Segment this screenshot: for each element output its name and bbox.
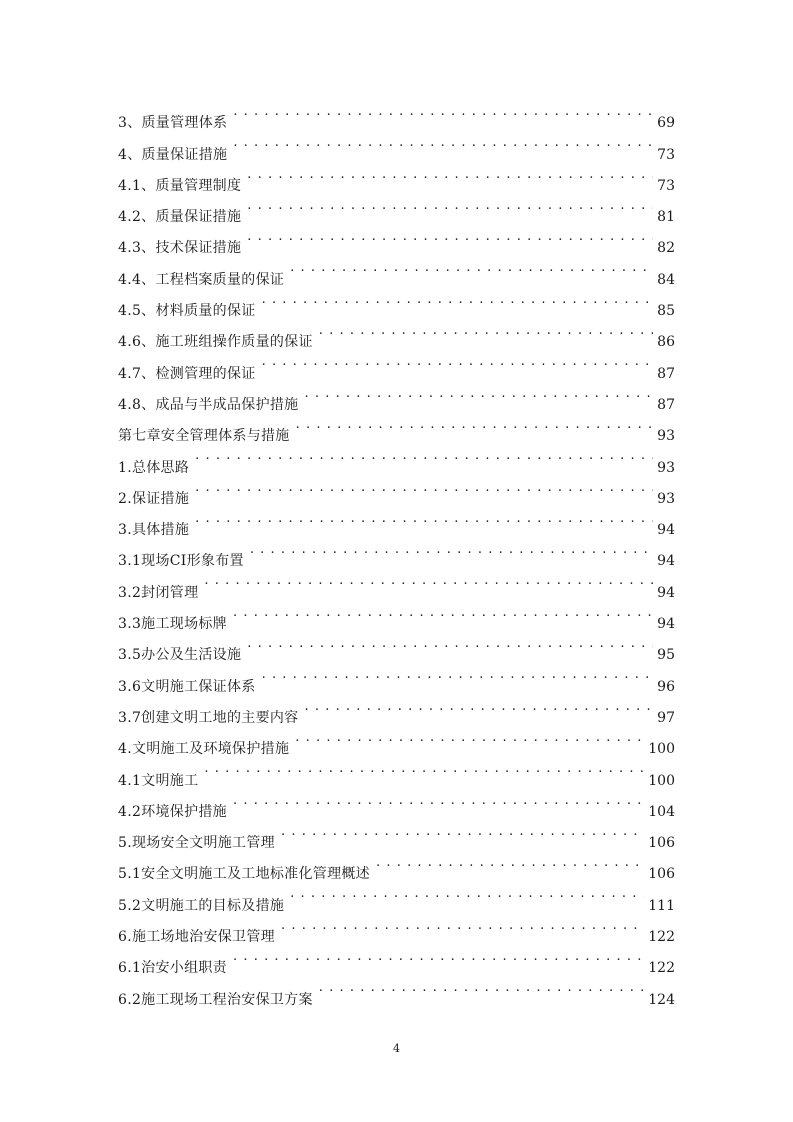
- toc-entry-title: 3.6文明施工保证体系: [118, 678, 256, 695]
- toc-entry-page-number: 87: [657, 396, 675, 413]
- toc-entry-page-number: 106: [648, 866, 675, 883]
- page-number: 4: [393, 1042, 400, 1055]
- toc-entry-title: 6.1治安小组职责: [118, 960, 227, 977]
- dot-leader: [204, 753, 644, 784]
- toc-entry-title: 4.6、施工班组操作质量的保证: [118, 334, 313, 351]
- dot-leader: [290, 878, 644, 909]
- dot-leader: [304, 691, 653, 722]
- toc-entry-page-number: 81: [657, 209, 675, 226]
- toc-entry-page-number: 104: [648, 803, 675, 820]
- dot-leader: [233, 941, 644, 972]
- dot-leader: [319, 315, 653, 346]
- toc-entry[interactable]: [118, 597, 675, 633]
- toc-entry-title: 3.1现场CI形象布置: [118, 553, 244, 570]
- dot-leader: [247, 628, 653, 659]
- dot-leader: [304, 378, 653, 409]
- toc-entry-title: 5.现场安全文明施工管理: [118, 835, 275, 852]
- toc-entry[interactable]: [118, 785, 675, 820]
- toc-entry-title: 4.文明施工及环境保护措施: [118, 741, 290, 758]
- toc-entry-title: 4.8、成品与半成品保护措施: [118, 396, 299, 413]
- toc-entry-title: 1.总体思路: [118, 459, 190, 476]
- dot-leader: [281, 910, 644, 941]
- toc-entry-title: 3、质量管理体系: [118, 115, 228, 132]
- toc-entry-title: 4.3、技术保证措施: [118, 240, 242, 257]
- dot-leader: [195, 472, 653, 503]
- toc-entry-title: 4.5、材料质量的保证: [118, 303, 256, 320]
- toc-entry-title: 3.具体措施: [118, 522, 190, 539]
- toc-entry-page-number: 94: [657, 584, 675, 601]
- dot-leader: [262, 284, 653, 315]
- toc-entry-page-number: 94: [657, 553, 675, 570]
- toc-entry-page-number: 124: [648, 991, 675, 1008]
- dot-leader: [233, 785, 644, 816]
- toc-entry-title: 2.保证措施: [118, 490, 190, 507]
- dot-leader: [296, 409, 653, 440]
- toc-entry-title: 4.2、质量保证措施: [118, 209, 242, 226]
- toc-entry-page-number: 94: [657, 616, 675, 633]
- toc-entry-page-number: 111: [648, 897, 675, 914]
- toc-entry-title: 4.1文明施工: [118, 772, 199, 789]
- toc-entry-title: 3.7创建文明工地的主要内容: [118, 709, 299, 726]
- dot-leader: [295, 722, 644, 753]
- dot-leader: [250, 534, 653, 565]
- toc-entry-page-number: 73: [657, 146, 675, 163]
- dot-leader: [233, 96, 653, 127]
- toc-entry-page-number: 82: [657, 240, 675, 257]
- toc-entry-page-number: 96: [657, 678, 675, 695]
- toc-entry-title: 6.2施工现场工程治安保卫方案: [118, 991, 313, 1008]
- toc-entry-title: 4.7、检测管理的保证: [118, 365, 256, 382]
- toc-entry-page-number: 106: [648, 835, 675, 852]
- toc-entry-page-number: 100: [648, 772, 675, 789]
- table-of-contents: [118, 96, 675, 1008]
- dot-leader: [262, 346, 653, 377]
- dot-leader: [319, 972, 645, 1003]
- toc-entry-page-number: 86: [657, 334, 675, 351]
- toc-entry-page-number: 87: [657, 365, 675, 382]
- toc-entry-title: 4.4、工程档案质量的保证: [118, 271, 285, 288]
- toc-entry-title: 第七章安全管理体系与措施: [118, 428, 290, 445]
- dot-leader: [290, 252, 653, 283]
- toc-entry-page-number: 95: [657, 647, 675, 664]
- dot-leader: [195, 440, 653, 471]
- dot-leader: [195, 503, 653, 534]
- toc-entry[interactable]: [118, 503, 675, 539]
- dot-leader: [376, 847, 644, 878]
- toc-entry-title: 3.5办公及生活设施: [118, 647, 242, 664]
- dot-leader: [281, 816, 644, 847]
- toc-entry-title: 4、质量保证措施: [118, 146, 228, 163]
- dot-leader: [247, 159, 653, 190]
- toc-entry-title: 3.2封闭管理: [118, 584, 199, 601]
- dot-leader: [262, 659, 653, 690]
- toc-entry-page-number: 85: [657, 303, 675, 320]
- toc-entry-page-number: 94: [657, 522, 675, 539]
- toc-entry[interactable]: [118, 534, 675, 570]
- toc-entry-page-number: 97: [657, 709, 675, 726]
- toc-entry[interactable]: [118, 440, 675, 476]
- toc-entry-page-number: 69: [657, 115, 675, 132]
- dot-leader: [233, 597, 653, 628]
- toc-entry-title: 5.2文明施工的目标及措施: [118, 897, 285, 914]
- toc-entry-page-number: 84: [657, 271, 675, 288]
- toc-entry-title: 3.3施工现场标牌: [118, 616, 227, 633]
- toc-entry-page-number: 93: [657, 490, 675, 507]
- toc-entry-title: 6.施工场地治安保卫管理: [118, 929, 275, 946]
- dot-leader: [204, 565, 653, 596]
- toc-entry-page-number: 122: [648, 929, 675, 946]
- toc-entry-page-number: 93: [657, 459, 675, 476]
- toc-entry-page-number: 100: [648, 741, 675, 758]
- toc-entry-page-number: 73: [657, 177, 675, 194]
- dot-leader: [247, 190, 653, 221]
- toc-entry-title: 5.1安全文明施工及工地标准化管理概述: [118, 866, 370, 883]
- toc-entry-title: 4.1、质量管理制度: [118, 177, 242, 194]
- dot-leader: [233, 127, 653, 158]
- toc-entry[interactable]: [118, 96, 675, 132]
- toc-entry-page-number: 122: [648, 960, 675, 977]
- toc-entry[interactable]: [118, 472, 675, 507]
- toc-entry-title: 4.2环境保护措施: [118, 803, 227, 820]
- toc-entry-page-number: 93: [657, 428, 675, 445]
- dot-leader: [247, 221, 653, 252]
